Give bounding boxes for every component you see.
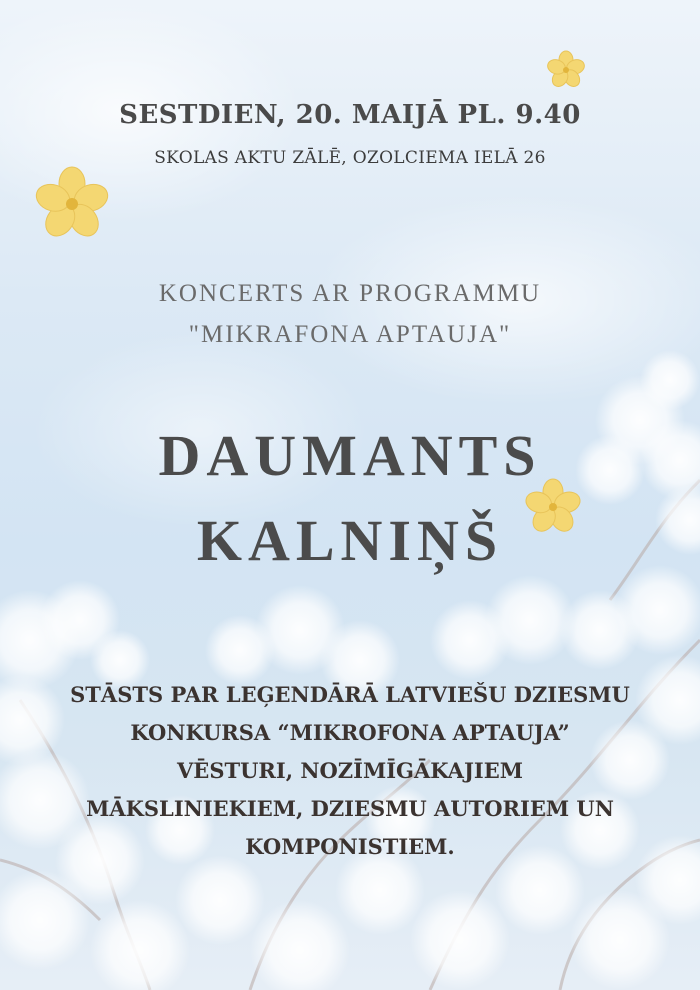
- event-description: STĀSTS PAR LEĢENDĀRĀ LATVIEŠU DZIESMU KONKURSA “MIKROFONA APTAUJA” VĒSTURI, NOZĪMĪGĀKAJIEM MĀKSLINIEKIEM, DZIESMU AUTORIEM UN KOMPONISTIEM.: [70, 682, 630, 859]
- event-venue: SKOLAS AKTU ZĀLĒ, OZOLCIEMA IELĀ 26: [154, 148, 546, 168]
- flower-icon: [546, 51, 586, 89]
- flower-icon: [33, 167, 111, 242]
- artist-first-name: DAUMANTS: [158, 423, 542, 488]
- concert-program-name: "MIKRAFONA APTAUJA": [188, 321, 512, 348]
- event-date-time: SESTDIEN, 20. MAIJĀ PL. 9.40: [119, 100, 581, 130]
- artist-last-name: KALNIŅŠ: [196, 508, 504, 573]
- concert-program-line: KONCERTS AR PROGRAMMU: [158, 280, 542, 307]
